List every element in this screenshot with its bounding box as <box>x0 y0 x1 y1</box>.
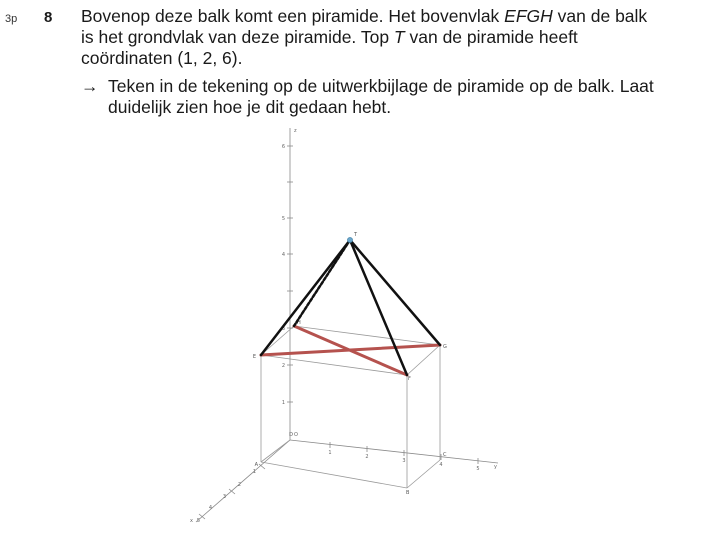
origin-label: O <box>294 432 298 438</box>
question-line-2: is het grondvlak van deze piramide. Top T van de piramide heeft <box>81 27 578 47</box>
z-tick-3: 3 <box>281 326 285 332</box>
axes <box>196 128 498 522</box>
z-axis-label: z <box>294 128 297 134</box>
vertex-c-label: C <box>443 452 447 458</box>
x-tick-3: 3 <box>222 494 226 500</box>
edge-th-hidden <box>294 240 350 326</box>
apex-point <box>347 237 352 242</box>
vertex-g-label: G <box>443 344 447 350</box>
z-tick-6: 6 <box>281 144 285 150</box>
y-tick-1: 1 <box>328 450 332 456</box>
vertex-a-label: A <box>254 462 258 468</box>
vertex-e-label: E <box>252 354 256 360</box>
question-line-3: coördinaten (1, 2, 6). <box>81 48 243 68</box>
instruction-line-2: duidelijk zien hoe je dit gedaan hebt. <box>108 97 392 117</box>
y-tick-2: 2 <box>365 454 369 460</box>
y-tick-4: 4 <box>439 462 443 468</box>
arrow-right-icon: → <box>81 76 99 96</box>
x-tick-2: 2 <box>237 482 241 488</box>
y-axis-label: y <box>494 464 497 470</box>
edge-tg <box>350 240 440 345</box>
x-tick-5: 5 <box>196 518 200 524</box>
question-number: 8 <box>44 9 53 26</box>
vertex-d-label: D <box>289 432 293 438</box>
vertex-t-label: T <box>354 232 358 238</box>
z-tick-4: 4 <box>281 252 285 258</box>
y-tick-5: 5 <box>476 466 480 472</box>
question-line-1: Bovenop deze balk komt een piramide. Het bovenvlak EFGH van de balk <box>81 6 648 26</box>
points-label: 3p <box>5 13 18 25</box>
x-tick-1: 1 <box>252 469 256 475</box>
instruction-line-1: Teken in de tekening op de uitwerkbijlage de piramide op de balk. Laat <box>108 76 654 96</box>
z-tick-5: 5 <box>281 216 285 222</box>
y-tick-3: 3 <box>402 458 406 464</box>
y-axis <box>290 440 498 463</box>
vertex-f-label: F <box>408 376 411 382</box>
z-tick-2: 2 <box>281 363 285 369</box>
vertex-b-label: B <box>406 490 410 496</box>
x-tick-4: 4 <box>208 505 212 511</box>
x-axis-label: x <box>190 518 193 524</box>
z-tick-1: 1 <box>281 400 285 406</box>
vertex-h-label: H <box>297 320 301 326</box>
edge-te <box>261 240 350 355</box>
